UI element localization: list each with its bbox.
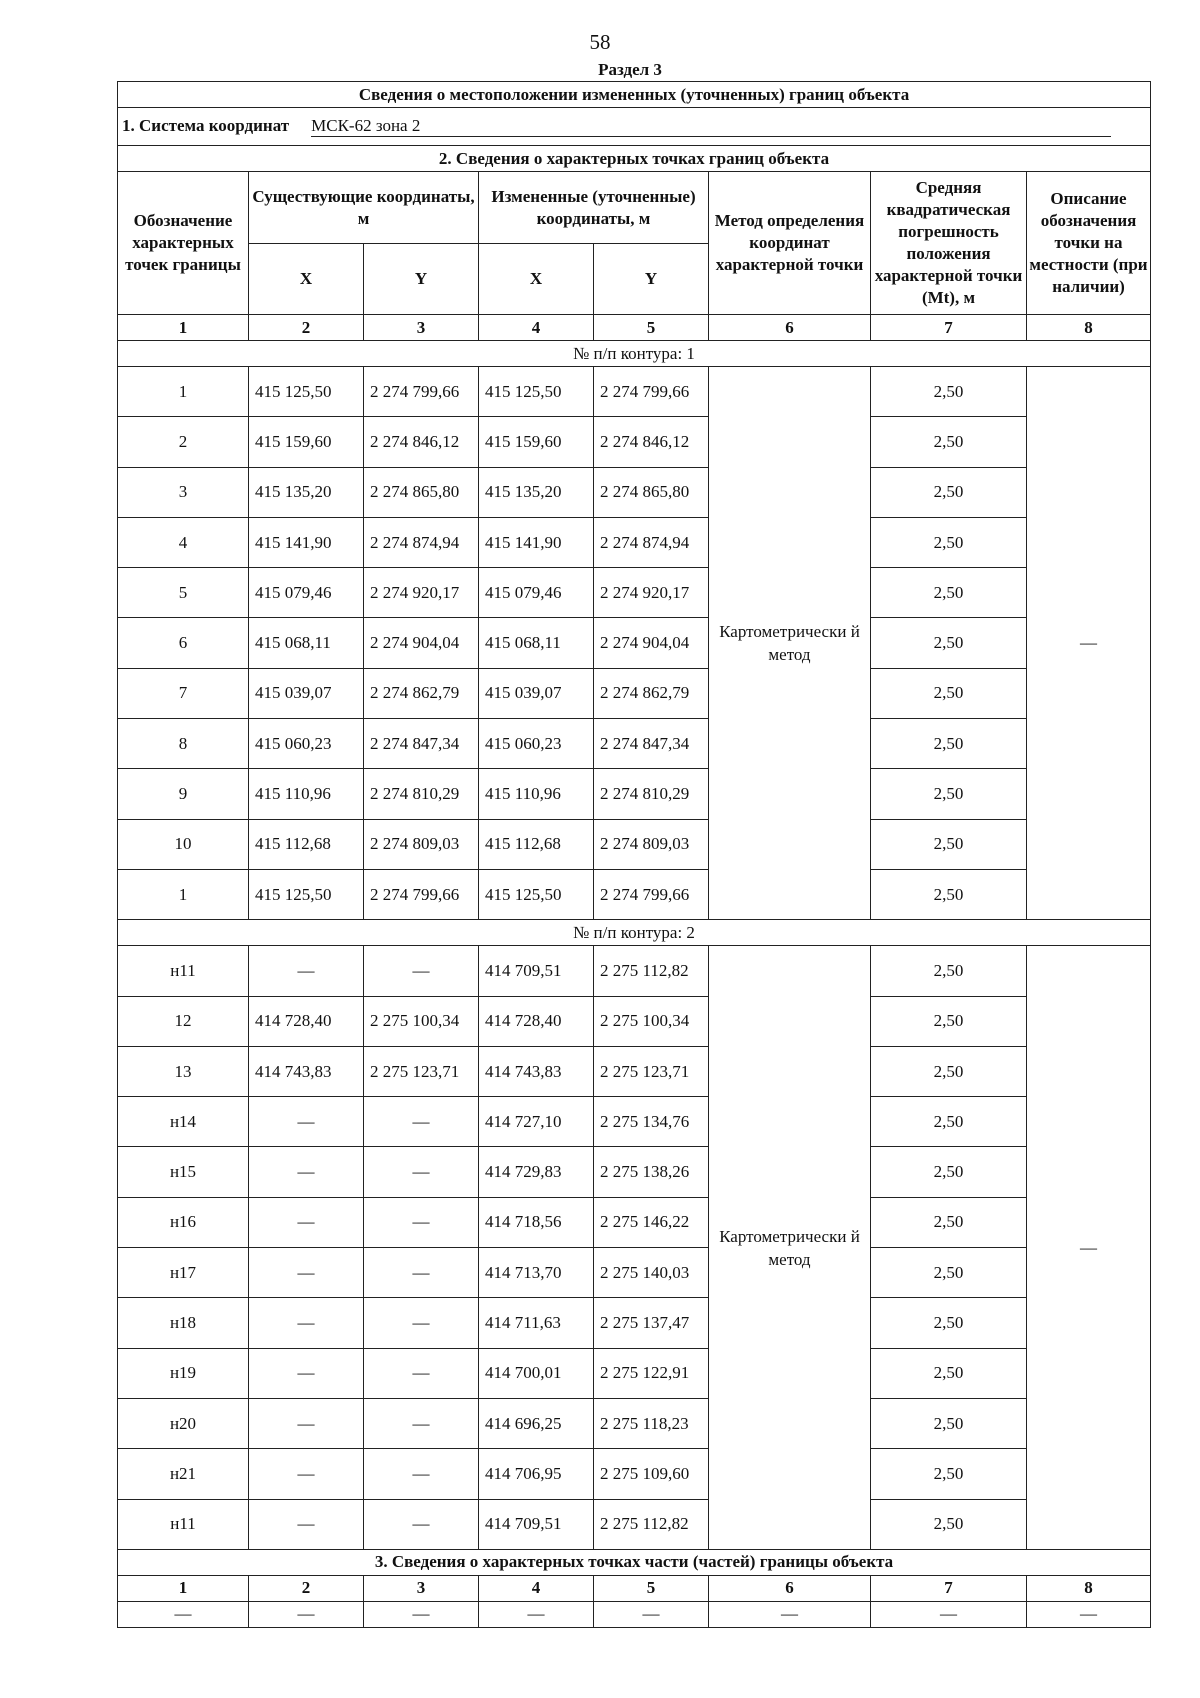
existing-x: 415 039,07 [249, 668, 364, 718]
existing-y: 2 274 862,79 [364, 668, 479, 718]
refined-x: 414 718,56 [479, 1197, 594, 1247]
document-title: Сведения о местоположении измененных (уточненных) границ объекта [118, 82, 1151, 108]
page-number: 58 [589, 30, 611, 54]
refined-y: 2 275 112,82 [594, 946, 709, 996]
column-number: 1 [118, 1575, 249, 1601]
refined-y: 2 275 122,91 [594, 1348, 709, 1398]
subsection-3-cell: — [249, 1601, 364, 1627]
point-id: н14 [118, 1097, 249, 1147]
mean-square-error: 2,50 [871, 1197, 1027, 1247]
table-row [118, 517, 1151, 567]
existing-y: — [364, 1147, 479, 1197]
point-id: 4 [118, 517, 249, 567]
column-number: 1 [118, 315, 249, 341]
table-row [118, 1348, 1151, 1398]
existing-x: 415 125,50 [249, 869, 364, 919]
column-number: 2 [249, 1575, 364, 1601]
existing-y: 2 275 100,34 [364, 996, 479, 1046]
point-id: н21 [118, 1449, 249, 1499]
refined-y: 2 275 123,71 [594, 1046, 709, 1096]
table-row [118, 1046, 1151, 1096]
existing-x: 414 743,83 [249, 1046, 364, 1096]
existing-y: — [364, 1197, 479, 1247]
refined-y: 2 275 140,03 [594, 1248, 709, 1298]
point-id: н11 [118, 1499, 249, 1549]
existing-y: — [364, 1449, 479, 1499]
mean-square-error: 2,50 [871, 996, 1027, 1046]
column-number: 5 [594, 1575, 709, 1601]
point-id: н18 [118, 1298, 249, 1348]
point-id: н17 [118, 1248, 249, 1298]
contour-label: № п/п контура: 1 [118, 341, 1151, 367]
table-row [118, 869, 1151, 919]
table-row [118, 1499, 1151, 1549]
refined-y: 2 275 100,34 [594, 996, 709, 1046]
refined-y: 2 275 146,22 [594, 1197, 709, 1247]
mean-square-error: 2,50 [871, 1398, 1027, 1448]
refined-x: 415 125,50 [479, 367, 594, 417]
existing-y: — [364, 946, 479, 996]
mean-square-error: 2,50 [871, 568, 1027, 618]
existing-y: 2 274 809,03 [364, 819, 479, 869]
column-number: 2 [249, 315, 364, 341]
mean-square-error: 2,50 [871, 517, 1027, 567]
table-row [118, 719, 1151, 769]
subsection-3-title: 3. Сведения о характерных точках части (частей) границы объекта [118, 1549, 1151, 1575]
refined-x: 414 709,51 [479, 1499, 594, 1549]
mean-square-error: 2,50 [871, 1499, 1027, 1549]
subsection-3-cell: — [709, 1601, 871, 1627]
refined-y: 2 275 134,76 [594, 1097, 709, 1147]
column-number: 4 [479, 315, 594, 341]
header-refined-y: Y [594, 244, 709, 315]
mean-square-error: 2,50 [871, 1147, 1027, 1197]
mean-square-error: 2,50 [871, 1097, 1027, 1147]
mean-square-error: 2,50 [871, 719, 1027, 769]
point-id: 3 [118, 467, 249, 517]
mean-square-error: 2,50 [871, 769, 1027, 819]
existing-y: 2 274 874,94 [364, 517, 479, 567]
mean-square-error: 2,50 [871, 417, 1027, 467]
header-mean-square-error: Средняя квадратическая погрешность положения характерной точки (Mt), м [871, 172, 1027, 315]
existing-x: — [249, 946, 364, 996]
point-id: 9 [118, 769, 249, 819]
existing-y: — [364, 1097, 479, 1147]
refined-x: 415 125,50 [479, 869, 594, 919]
point-id: 2 [118, 417, 249, 467]
table-row [118, 618, 1151, 668]
refined-y: 2 275 138,26 [594, 1147, 709, 1197]
existing-y: — [364, 1499, 479, 1549]
refined-x: 414 706,95 [479, 1449, 594, 1499]
boundary-table [117, 81, 1151, 1628]
existing-x: 415 110,96 [249, 769, 364, 819]
refined-x: 414 713,70 [479, 1248, 594, 1298]
refined-y: 2 275 112,82 [594, 1499, 709, 1549]
mean-square-error: 2,50 [871, 1348, 1027, 1398]
mean-square-error: 2,50 [871, 668, 1027, 718]
mean-square-error: 2,50 [871, 1298, 1027, 1348]
table-row [118, 1147, 1151, 1197]
mean-square-error: 2,50 [871, 618, 1027, 668]
table-row [118, 367, 1151, 417]
existing-x: 414 728,40 [249, 996, 364, 1046]
existing-y: 2 274 865,80 [364, 467, 479, 517]
mean-square-error: 2,50 [871, 869, 1027, 919]
refined-y: 2 274 865,80 [594, 467, 709, 517]
refined-x: 414 711,63 [479, 1298, 594, 1348]
table-row [118, 1298, 1151, 1348]
subsection-2-title: 2. Сведения о характерных точках границ объекта [118, 146, 1151, 172]
table-row [118, 417, 1151, 467]
existing-y: — [364, 1398, 479, 1448]
refined-y: 2 274 799,66 [594, 869, 709, 919]
subsection-3-cell: — [364, 1601, 479, 1627]
coordinate-system-label: 1. Система координат [122, 116, 290, 135]
refined-x: 414 709,51 [479, 946, 594, 996]
mean-square-error: 2,50 [871, 367, 1027, 417]
column-number: 3 [364, 315, 479, 341]
existing-y: — [364, 1298, 479, 1348]
table-row [118, 568, 1151, 618]
contour-label: № п/п контура: 2 [118, 920, 1151, 946]
header-description: Описание обозначения точки на местности (при наличии) [1027, 172, 1151, 315]
refined-x: 414 743,83 [479, 1046, 594, 1096]
column-number: 5 [594, 315, 709, 341]
refined-y: 2 274 847,34 [594, 719, 709, 769]
subsection-3-column-numbers [118, 1575, 1151, 1601]
point-id: н19 [118, 1348, 249, 1398]
existing-x: 415 159,60 [249, 417, 364, 467]
refined-x: 415 110,96 [479, 769, 594, 819]
refined-y: 2 274 874,94 [594, 517, 709, 567]
point-id: 12 [118, 996, 249, 1046]
existing-x: — [249, 1298, 364, 1348]
header-existing-y: Y [364, 244, 479, 315]
existing-y: 2 274 799,66 [364, 367, 479, 417]
point-id: 1 [118, 367, 249, 417]
existing-x: 415 135,20 [249, 467, 364, 517]
method-cell: Картометрически й метод [709, 946, 871, 1550]
refined-y: 2 274 904,04 [594, 618, 709, 668]
existing-x: — [249, 1097, 364, 1147]
existing-x: — [249, 1248, 364, 1298]
refined-x: 414 696,25 [479, 1398, 594, 1448]
point-id: 8 [118, 719, 249, 769]
header-refined-coordinates: Измененные (уточненные) координаты, м [479, 172, 709, 244]
header-existing-coordinates: Существующие координаты, м [249, 172, 479, 244]
existing-x: — [249, 1197, 364, 1247]
column-number: 8 [1027, 1575, 1151, 1601]
refined-x: 415 068,11 [479, 618, 594, 668]
header-point-designation: Обозначение характерных точек границы [118, 172, 249, 315]
column-number: 3 [364, 1575, 479, 1601]
point-id: 6 [118, 618, 249, 668]
header-existing-x: X [249, 244, 364, 315]
table-row [118, 996, 1151, 1046]
subsection-3-cell: — [118, 1601, 249, 1627]
table-row [118, 1248, 1151, 1298]
existing-y: 2 274 846,12 [364, 417, 479, 467]
refined-x: 415 141,90 [479, 517, 594, 567]
point-id: 10 [118, 819, 249, 869]
column-number: 4 [479, 1575, 594, 1601]
column-number: 7 [871, 315, 1027, 341]
point-id: 13 [118, 1046, 249, 1096]
existing-x: 415 141,90 [249, 517, 364, 567]
refined-x: 415 135,20 [479, 467, 594, 517]
mean-square-error: 2,50 [871, 1046, 1027, 1096]
table-row [118, 1398, 1151, 1448]
point-id: 5 [118, 568, 249, 618]
refined-x: 415 159,60 [479, 417, 594, 467]
description-cell: — [1027, 367, 1151, 920]
method-cell: Картометрически й метод [709, 367, 871, 920]
existing-x: — [249, 1398, 364, 1448]
coordinate-system-row [118, 108, 1151, 146]
existing-x: 415 125,50 [249, 367, 364, 417]
refined-y: 2 275 137,47 [594, 1298, 709, 1348]
mean-square-error: 2,50 [871, 467, 1027, 517]
point-id: н20 [118, 1398, 249, 1448]
column-number: 6 [709, 315, 871, 341]
point-id: 1 [118, 869, 249, 919]
subsection-3-cell: — [479, 1601, 594, 1627]
table-row [118, 1197, 1151, 1247]
refined-y: 2 275 109,60 [594, 1449, 709, 1499]
description-cell: — [1027, 946, 1151, 1550]
table-row [118, 1097, 1151, 1147]
refined-y: 2 274 809,03 [594, 819, 709, 869]
existing-y: 2 274 799,66 [364, 869, 479, 919]
existing-y: — [364, 1348, 479, 1398]
point-id: н11 [118, 946, 249, 996]
point-id: н16 [118, 1197, 249, 1247]
header-method: Метод определения координат характерной точки [709, 172, 871, 315]
column-numbers-row [118, 315, 1151, 341]
refined-y: 2 275 118,23 [594, 1398, 709, 1448]
existing-y: 2 274 810,29 [364, 769, 479, 819]
mean-square-error: 2,50 [871, 946, 1027, 996]
table-row [118, 1449, 1151, 1499]
refined-x: 414 729,83 [479, 1147, 594, 1197]
existing-x: 415 079,46 [249, 568, 364, 618]
existing-y: 2 274 847,34 [364, 719, 479, 769]
subsection-3-cell: — [1027, 1601, 1151, 1627]
existing-x: — [249, 1348, 364, 1398]
table-row [118, 819, 1151, 869]
mean-square-error: 2,50 [871, 819, 1027, 869]
point-id: 7 [118, 668, 249, 718]
column-number: 8 [1027, 315, 1151, 341]
point-id: н15 [118, 1147, 249, 1197]
refined-y: 2 274 862,79 [594, 668, 709, 718]
table-row [118, 946, 1151, 996]
subsection-3-cell: — [871, 1601, 1027, 1627]
refined-y: 2 274 920,17 [594, 568, 709, 618]
existing-x: — [249, 1147, 364, 1197]
existing-x: — [249, 1449, 364, 1499]
coordinate-system-value: МСК-62 зона 2 [311, 116, 1111, 137]
existing-y: 2 275 123,71 [364, 1046, 479, 1096]
column-number: 7 [871, 1575, 1027, 1601]
table-row [118, 769, 1151, 819]
existing-y: 2 274 920,17 [364, 568, 479, 618]
refined-x: 415 112,68 [479, 819, 594, 869]
subsection-3-row [118, 1601, 1151, 1627]
refined-x: 414 727,10 [479, 1097, 594, 1147]
table-row [118, 467, 1151, 517]
existing-x: 415 068,11 [249, 618, 364, 668]
refined-y: 2 274 810,29 [594, 769, 709, 819]
table-row [118, 668, 1151, 718]
mean-square-error: 2,50 [871, 1248, 1027, 1298]
refined-x: 414 700,01 [479, 1348, 594, 1398]
refined-y: 2 274 846,12 [594, 417, 709, 467]
refined-y: 2 274 799,66 [594, 367, 709, 417]
section-label: Раздел 3 [598, 60, 662, 79]
existing-x: — [249, 1499, 364, 1549]
header-refined-x: X [479, 244, 594, 315]
refined-x: 414 728,40 [479, 996, 594, 1046]
mean-square-error: 2,50 [871, 1449, 1027, 1499]
existing-x: 415 112,68 [249, 819, 364, 869]
existing-y: — [364, 1248, 479, 1298]
refined-x: 415 039,07 [479, 668, 594, 718]
existing-x: 415 060,23 [249, 719, 364, 769]
existing-y: 2 274 904,04 [364, 618, 479, 668]
refined-x: 415 079,46 [479, 568, 594, 618]
column-number: 6 [709, 1575, 871, 1601]
subsection-3-cell: — [594, 1601, 709, 1627]
refined-x: 415 060,23 [479, 719, 594, 769]
